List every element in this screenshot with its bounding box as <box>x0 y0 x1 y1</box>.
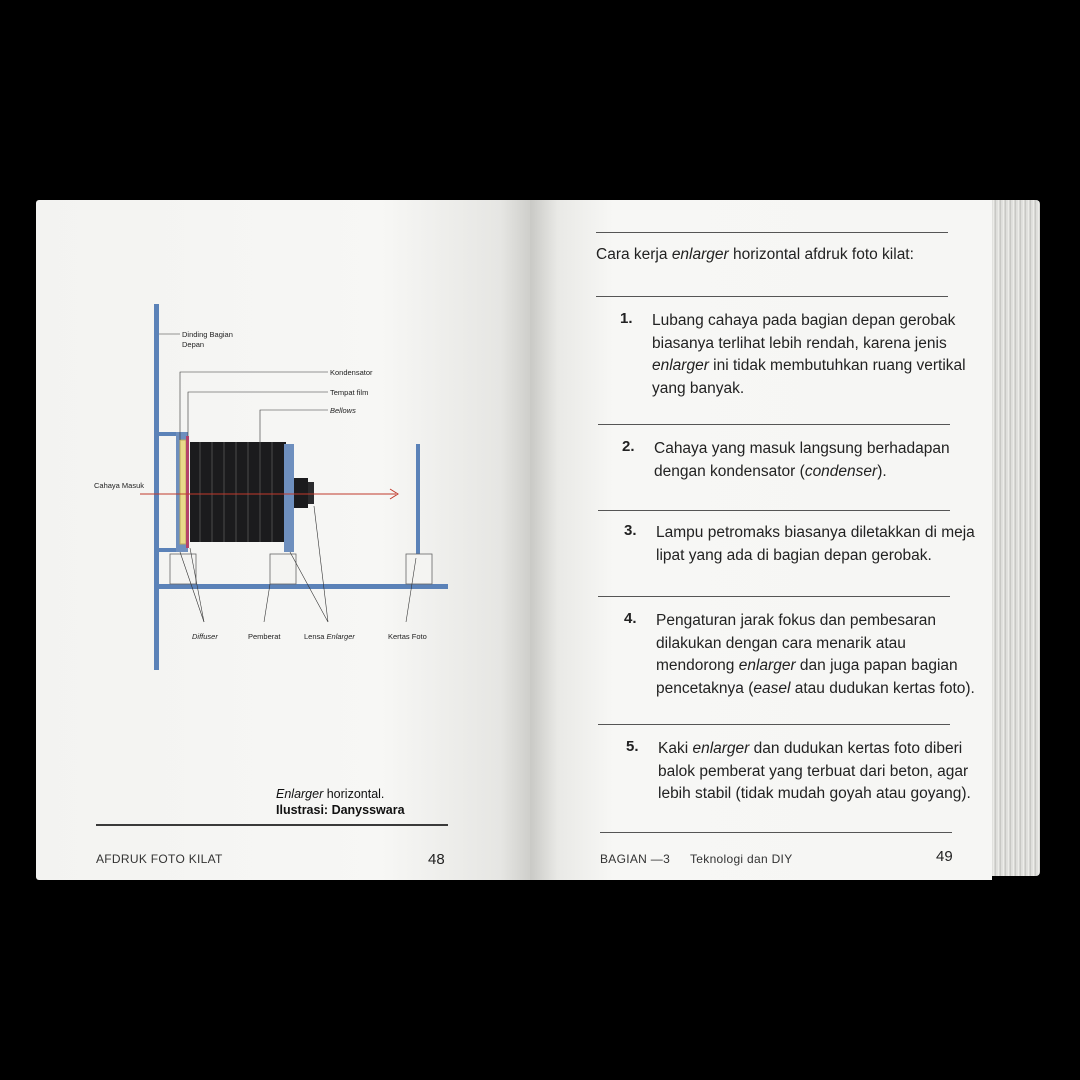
intro-italic: enlarger <box>671 246 729 263</box>
list-item-italic: condenser <box>804 462 878 480</box>
list-divider <box>598 724 950 725</box>
label-bellows: Bellows <box>330 406 356 415</box>
right-footer-section: BAGIAN —3 <box>600 852 671 866</box>
bellows <box>190 442 286 542</box>
list-item-italic: enlarger <box>692 740 750 757</box>
label-lensa-enlarger <box>304 632 355 641</box>
bottom-rule <box>600 832 952 833</box>
list-item-italic: easel <box>753 679 791 697</box>
label-tempat-film: Tempat film <box>330 388 369 397</box>
weight-block <box>406 554 432 584</box>
page-edges <box>992 200 1040 876</box>
caption-rest: horizontal. <box>323 787 385 801</box>
list-divider <box>598 596 950 597</box>
weight-block <box>270 554 296 584</box>
list-item-number: 5. <box>626 738 639 755</box>
film-holder <box>186 436 189 548</box>
lens-tip <box>308 482 314 504</box>
list-item-number: 4. <box>624 610 637 627</box>
list-divider <box>598 510 950 511</box>
list-item-span: ini tidak membutuhkan ruang vertikal yang banyak. <box>652 357 966 397</box>
figure-caption <box>276 786 456 818</box>
label-pemberat: Pemberat <box>248 632 281 641</box>
caption-italic: Enlarger <box>276 787 324 801</box>
caption-line <box>276 786 456 802</box>
condenser <box>180 440 186 544</box>
right-footer-title: Teknologi dan DIY <box>690 852 793 866</box>
list-item-text <box>656 522 986 567</box>
left-page-number: 48 <box>428 851 445 868</box>
intro-part2: horizontal afdruk foto kilat: <box>728 246 914 263</box>
label-lensa-prefix: Lensa <box>304 632 327 641</box>
caption-credit: Ilustrasi: Danysswara <box>276 803 405 817</box>
list-item-number: 2. <box>622 438 635 455</box>
label-dinding: Dinding Bagian <box>182 330 233 339</box>
list-item-text <box>658 738 988 806</box>
list-item-span: Lubang cahaya pada bagian depan gerobak biasanya terlihat lebih rendah, karena jenis <box>652 312 956 352</box>
label-cahaya-masuk: Cahaya Masuk <box>94 481 145 490</box>
list-item-number: 3. <box>624 522 637 539</box>
paper-easel <box>416 444 420 554</box>
list-item-text <box>656 610 986 700</box>
right-top-rule <box>596 232 948 233</box>
intro-part1: Cara kerja <box>596 246 672 263</box>
list-item-text <box>654 438 984 483</box>
label-dinding-2: Depan <box>182 340 205 349</box>
right-page-number: 49 <box>936 848 953 865</box>
left-running-footer: AFDRUK FOTO KILAT <box>96 852 223 866</box>
label-kondensator: Kondensator <box>330 368 373 377</box>
list-item-span: Cahaya yang masuk langsung berhadapan dengan kondensator ( <box>654 440 950 480</box>
list-item-span: dan dudukan kertas foto diberi balok pemberat yang terbuat dari beton, agar lebih stabil (tidak mudah goyah atau goyang). <box>658 740 971 802</box>
list-item-span: atau dudukan kertas foto). <box>790 679 975 697</box>
list-item-italic: enlarger <box>738 657 796 674</box>
list-item-text <box>652 310 982 400</box>
list-item-span: ). <box>877 462 887 480</box>
label-diffuser: Diffuser <box>192 632 218 641</box>
label-kertas-foto: Kertas Foto <box>388 632 427 641</box>
left-footer-rule <box>96 824 448 826</box>
list-item-span: Lampu petromaks biasanya diletakkan di meja lipat yang ada di bagian depan gerobak. <box>656 524 975 564</box>
base-shelf <box>154 584 448 589</box>
intro-text <box>596 244 936 265</box>
enlarger-diagram <box>80 296 460 680</box>
list-item-span: Pengaturan jarak fokus dan pembesaran dilakukan dengan cara menarik atau mendorong <box>656 612 937 674</box>
lens <box>294 478 308 508</box>
front-wall <box>154 304 159 670</box>
list-item-italic: enlarger <box>652 357 709 374</box>
list-item-span: Kaki <box>658 740 693 757</box>
lens-board <box>284 444 294 552</box>
list-item-span: dan juga papan bagian pencetaknya ( <box>656 657 958 697</box>
label-lensa-italic: Enlarger <box>326 632 355 641</box>
intro-rule <box>596 296 948 297</box>
list-item-number: 1. <box>620 310 633 327</box>
list-divider <box>598 424 950 425</box>
